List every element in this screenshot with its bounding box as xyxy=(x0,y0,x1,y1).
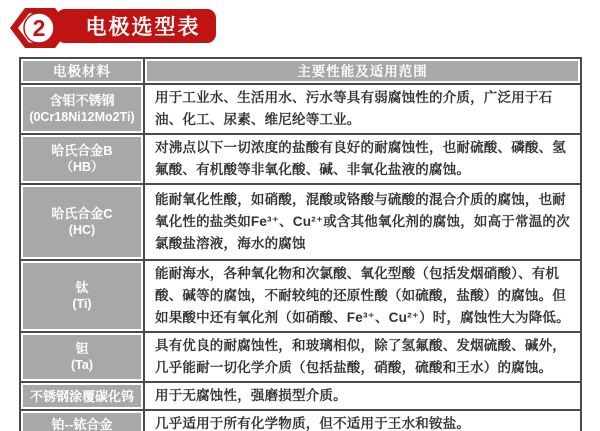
table-row xyxy=(20,184,581,260)
description-cell: 对沸点以下一切浓度的盐酸有良好的耐腐蚀性，也耐硫酸、磷酸、氢氟酸、有机酸等非氧化酸、碱、非氧化盐液的腐蚀。 xyxy=(144,134,581,184)
column-header-material: 电极材料 xyxy=(20,58,144,84)
table-row xyxy=(20,84,581,134)
description-cell: 用于工业水、生活用水、污水等具有弱腐蚀性的介质，广泛用于石油、化工、尿素、维尼纶等工业。 xyxy=(144,84,581,134)
material-cell xyxy=(20,260,144,332)
material-name: 哈氏合金B xyxy=(51,143,113,158)
table-row xyxy=(20,410,581,431)
description-cell: 具有优良的耐腐蚀性，和玻璃相似，除了氢氟酸、发烟硫酸、碱外，几乎能耐一切化学介质（包括盐酸，硝酸，硫酸和王水）的腐蚀。 xyxy=(144,332,581,382)
material-cell xyxy=(20,184,144,260)
table-header-row xyxy=(20,58,581,84)
material-name: 含钼不锈钢 xyxy=(49,93,115,108)
material-cell xyxy=(20,332,144,382)
description-cell: 用于无腐蚀性，强磨损型介质。 xyxy=(144,382,581,410)
electrode-selection-table xyxy=(19,57,582,431)
material-cell xyxy=(20,84,144,134)
material-name: 钛 xyxy=(75,280,89,295)
table-row xyxy=(20,382,581,410)
material-formula: (HC) xyxy=(68,223,96,237)
material-name: 铂--铱合金 xyxy=(51,416,113,431)
page-title: 电极选型表 xyxy=(85,16,201,39)
material-name: 哈氏合金C xyxy=(51,206,113,221)
description-cell: 能耐氧化性酸，如硝酸，混酸或铬酸与硫酸的混合介质的腐蚀，也耐氧化性的盐类如Fe³⁺、Cu²⁺或含其他氧化剂的腐蚀，如高于常温的次氯酸盐溶液，海水的腐蚀 xyxy=(144,184,581,260)
description-cell: 几乎适用于所有化学物质，但不适用于王水和铵盐。 xyxy=(144,410,581,431)
material-formula: (Ta) xyxy=(71,358,93,372)
table-row xyxy=(20,332,581,382)
title-banner xyxy=(56,9,216,43)
material-cell xyxy=(20,382,144,410)
section-number-badge xyxy=(8,6,72,50)
table-row xyxy=(20,260,581,332)
material-cell xyxy=(20,134,144,184)
material-name: 钽 xyxy=(75,341,89,356)
description-cell: 能耐海水，各种氧化物和次氯酸、氧化型酸（包括发烟硝酸）、有机酸、碱等的腐蚀，不耐较纯的还原性酸（如硫酸，盐酸）的腐蚀。但如果酸中还有氧化剂（如硝酸、Fe³⁺、Cu²⁺）时，腐蚀性大为降低。 xyxy=(144,260,581,332)
table-row xyxy=(20,134,581,184)
material-formula: （HB） xyxy=(60,160,104,174)
badge-number: 2 xyxy=(32,15,46,41)
material-cell xyxy=(20,410,144,431)
material-name: 不锈钢涂覆碳化钨 xyxy=(29,388,134,404)
material-formula: (Ti) xyxy=(72,297,92,311)
material-formula: (0Cr18Ni12Mo2Ti) xyxy=(29,110,135,124)
column-header-performance: 主要性能及适用范围 xyxy=(144,58,581,84)
